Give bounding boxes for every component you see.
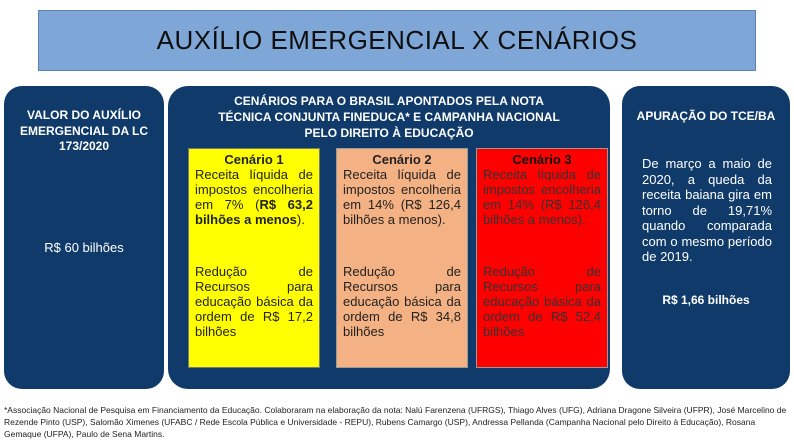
scenario-3-title: Cenário 3 — [512, 152, 572, 167]
scenario-3-reduction-text: Redução de Recursos para educação básica da ordem de R$ 52,4 bilhões — [483, 264, 601, 339]
page-title: AUXÍLIO EMERGENCIAL X CENÁRIOS — [156, 25, 638, 55]
left-panel — [4, 86, 164, 389]
right-panel — [622, 86, 790, 389]
scenario-1-revenue-text: Receita líquida de impostos encolheria em 7% (R$ 63,2 bilhões a menos). — [195, 167, 313, 227]
tce-value: R$ 1,66 bilhões — [662, 293, 750, 307]
scenario-1-reduction-text: Redução de Recursos para educação básica da ordem de R$ 17,2 bilhões — [195, 264, 313, 339]
scenario-3-card — [476, 148, 608, 368]
scenarios-heading: CENÁRIOS PARA O BRASIL APONTADOS PELA NOTA TÉCNICA CONJUNTA FINEDUCA* E CAMPANHA NACIONAL PELO DIREITO À EDUCAÇÃO — [218, 94, 560, 140]
title-banner — [38, 10, 756, 71]
tce-body-text: De março a maio de 2020, a queda da receita baiana gira em torno de 19,71% quando comparada com o mesmo período de 2019. — [642, 156, 772, 264]
scenario-3-revenue-text: Receita líquida de impostos encolheria em 14% (R$ 126,4 bilhões a menos). — [483, 167, 601, 227]
emergency-aid-label: VALOR DO AUXÍLIO EMERGENCIAL DA LC 173/2020 — [19, 108, 148, 153]
scenario-2-title: Cenário 2 — [372, 152, 432, 167]
emergency-aid-value: R$ 60 bilhões — [44, 240, 124, 255]
scenario-2-revenue-text: Receita líquida de impostos encolheria em 14% (R$ 126,4 bilhões a menos). — [343, 167, 461, 227]
scenario-1-card — [188, 148, 320, 368]
footnote: *Associação Nacional de Pesquisa em Financiamento da Educação. Colaboraram na elaboração da nota: Nalú Farenzena (UFRGS), Thiago Alves (UFG), Adriana Dragone Silveira (UFPR), José Marcelino de Rezende Pinto (USP), Salomão Ximenes (UFABC / Rede Escola Pública e Universidade - REPU), Rubens Camargo (USP), Andressa Pellanda (Campanha Nacional pelo Direito à Educação), Rosana Gemaque (UFPA), Paulo de Sena Martins. — [4, 405, 787, 439]
tce-heading: APURAÇÃO DO TCE/BA — [636, 109, 776, 123]
scenario-1-title: Cenário 1 — [224, 152, 284, 167]
scenario-1-bold-amount: R$ 63,2 bilhões a menos — [195, 197, 313, 227]
middle-panel — [168, 86, 610, 389]
scenario-2-card — [336, 148, 468, 368]
scenario-2-reduction-text: Redução de Recursos para educação básica da ordem de R$ 34,8 bilhões — [343, 264, 461, 339]
